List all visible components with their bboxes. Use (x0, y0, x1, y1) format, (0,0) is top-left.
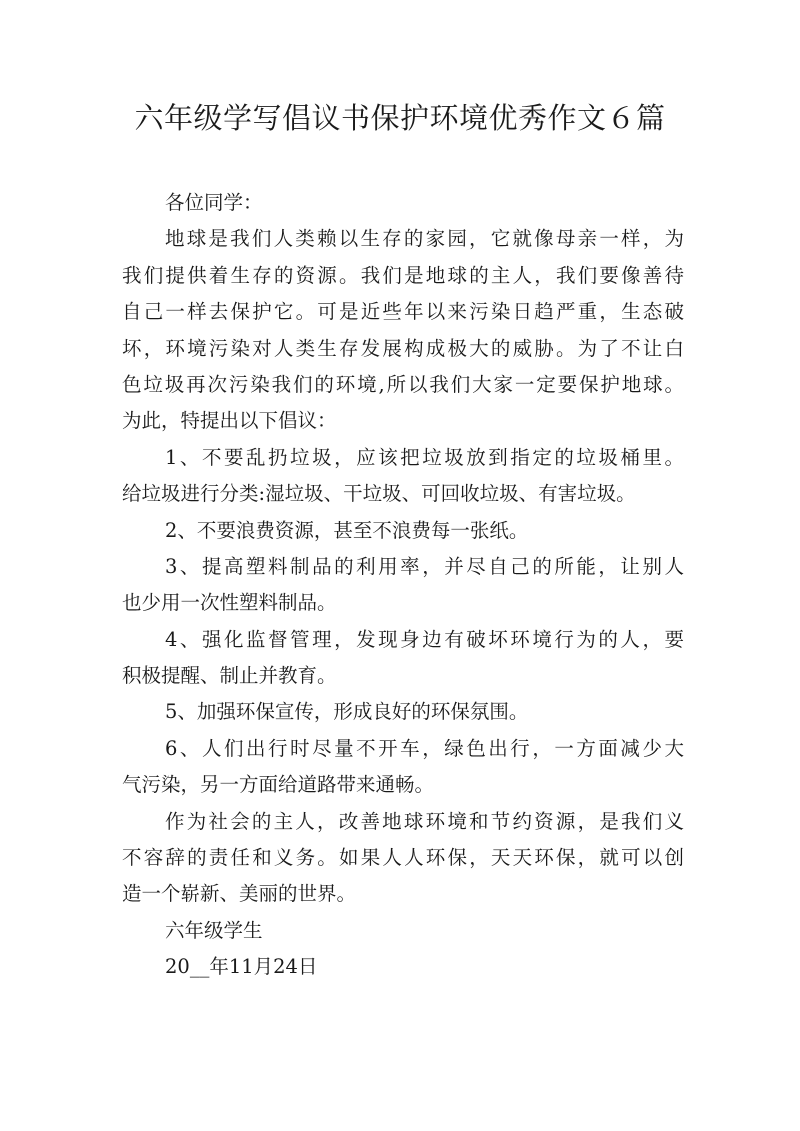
text-line: 积极提醒、制止并教育。 (122, 664, 337, 688)
text-line: 色垃圾再次污染我们的环境,所以我们大家一定要保护地球。 (122, 372, 684, 396)
text-line: 6、人们出行时尽量不开车，绿色出行，一方面减少大 (165, 736, 684, 760)
text-line: 也少用一次性塑料制品。 (122, 591, 337, 615)
text-line: 作为社会的主人，改善地球环境和节约资源，是我们义 (165, 809, 684, 833)
text-line: 为此，特提出以下倡议： (122, 409, 337, 433)
text-line: 六年级学生 (165, 918, 263, 942)
text-line: 地球是我们人类赖以生存的家园，它就像母亲一样，为 (165, 227, 684, 251)
text-line: 2、不要浪费资源，甚至不浪费每一张纸。 (165, 518, 529, 542)
text-line: 我们提供着生存的资源。我们是地球的主人，我们要像善待 (122, 263, 684, 287)
text-line: 造一个崭新、美丽的世界。 (122, 882, 357, 906)
text-line: 4、强化监督管理，发现身边有破坏环境行为的人，要 (165, 627, 684, 651)
text-line: 各位同学： (165, 191, 263, 214)
text-line: 5、加强环保宣传，形成良好的环保氛围。 (165, 700, 529, 724)
text-line: 气污染，另一方面给道路带来通畅。 (122, 773, 435, 797)
text-line: 坏，环境污染对人类生存发展构成极大的威胁。为了不让白 (122, 336, 684, 360)
text-line: 自己一样去保护它。可是近些年以来污染日趋严重，生态破 (122, 300, 684, 324)
text-line: 1、不要乱扔垃圾，应该把垃圾放到指定的垃圾桶里。 (165, 445, 684, 469)
text-line: 不容辞的责任和义务。如果人人环保，天天环保，就可以创 (122, 846, 684, 870)
document-title: 六年级学写倡议书保护环境优秀作文６篇 (134, 101, 666, 135)
text-line: 20__年11月24日 (165, 955, 318, 979)
text-line: 3、提高塑料制品的利用率，并尽自己的所能，让别人 (165, 554, 684, 578)
text-line: 给垃圾进行分类:湿垃圾、干垃圾、可回收垃圾、有害垃圾。 (122, 482, 636, 506)
document-body (122, 185, 684, 986)
